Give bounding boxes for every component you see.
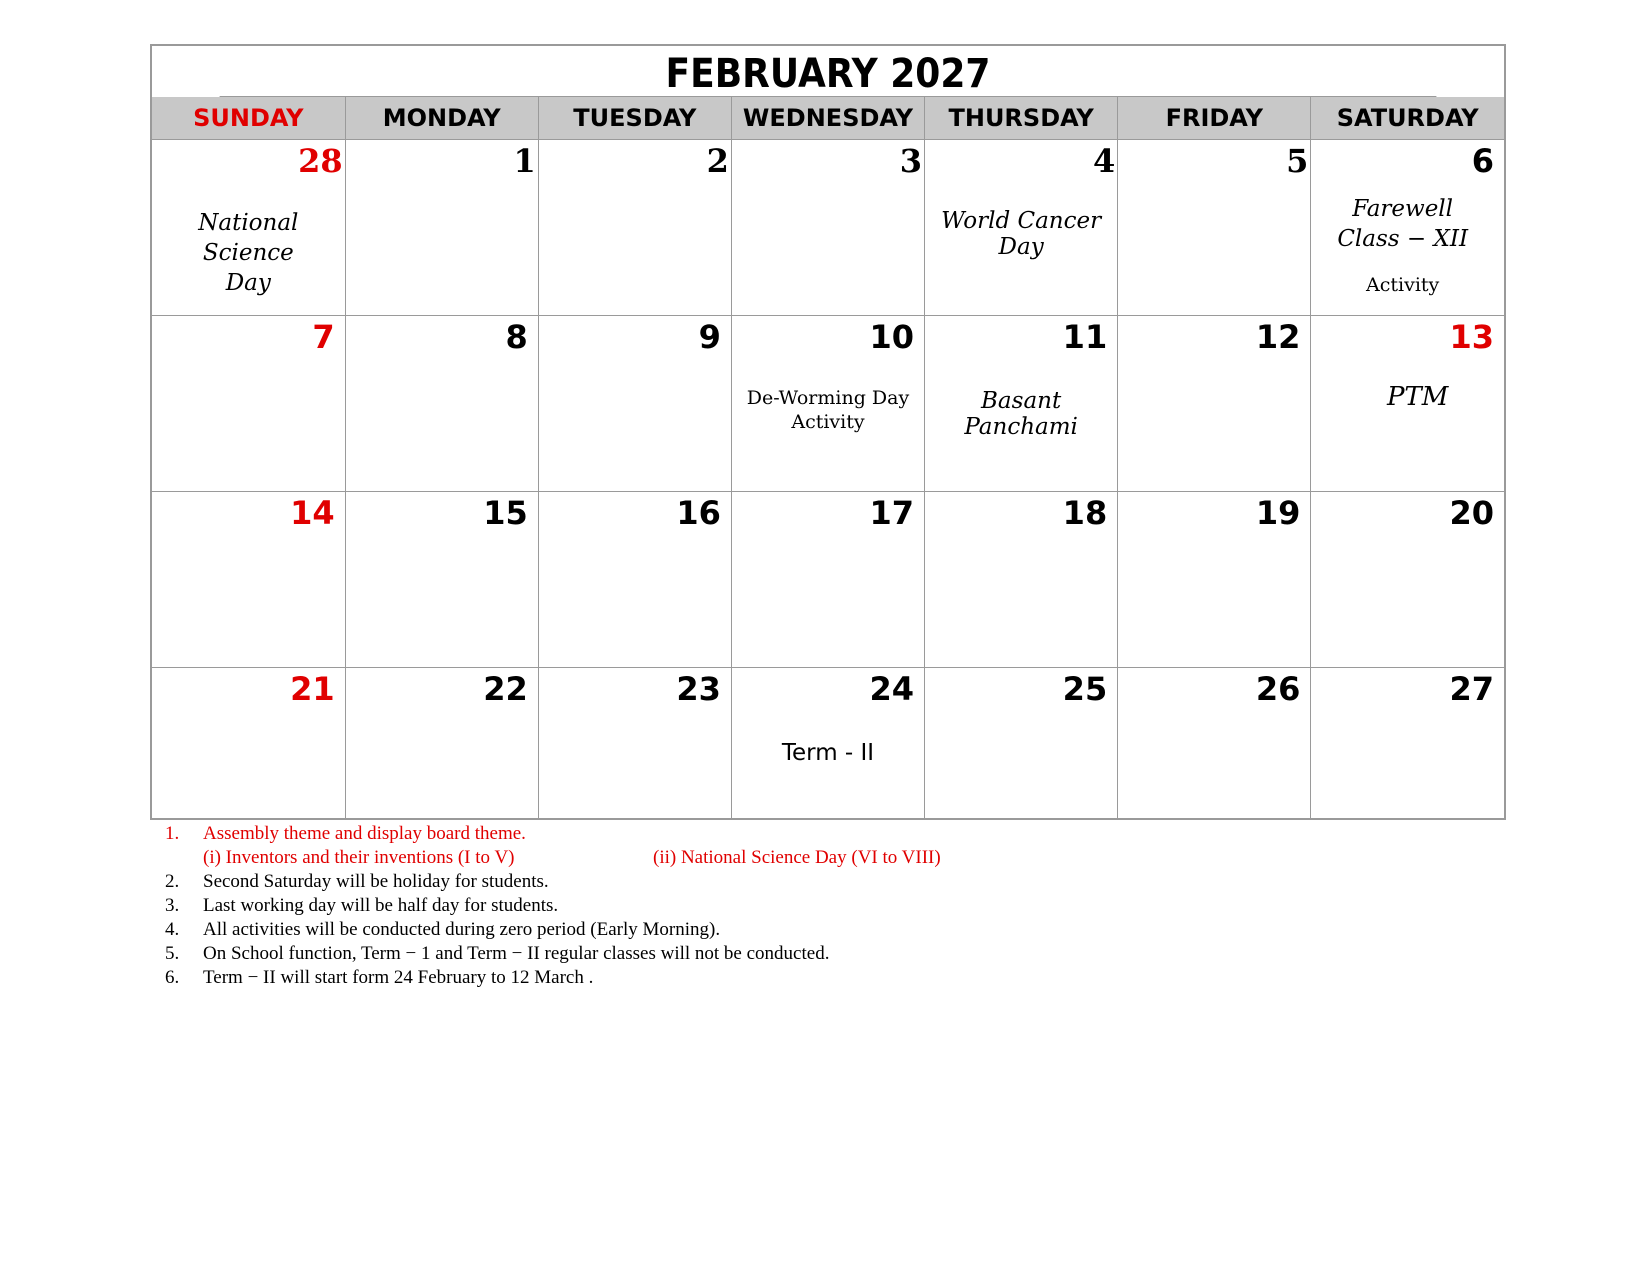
event-world-cancer-day: World Cancer Day <box>941 208 1102 260</box>
day-number: 2 <box>706 142 729 180</box>
day-number: 11 <box>1062 318 1108 356</box>
day-number: 5 <box>1286 142 1309 180</box>
event-ptm: PTM <box>1386 382 1449 412</box>
weekday-header-row <box>152 97 1504 140</box>
day-number: 20 <box>1449 494 1494 532</box>
event-line: National Science <box>198 210 299 266</box>
day-cell <box>731 668 924 819</box>
calendar-grid <box>152 97 1504 818</box>
note-item <box>165 966 941 990</box>
event-farewell <box>1301 194 1504 254</box>
day-cell <box>345 668 538 819</box>
day-number: 1 <box>513 142 536 180</box>
day-number: 22 <box>483 670 528 708</box>
day-number: 17 <box>869 494 915 532</box>
day-number: 18 <box>1062 494 1108 532</box>
day-number: 4 <box>1092 142 1116 180</box>
weekday-wednesday: WEDNESDAY <box>731 97 924 140</box>
day-cell <box>925 140 1118 316</box>
event-basant-panchami: Basant Panchami <box>964 388 1078 440</box>
weekday-saturday: SATURDAY <box>1311 97 1504 140</box>
week-row <box>152 492 1504 668</box>
day-cell <box>152 492 345 668</box>
note-text: Assembly theme and display board theme. <box>203 823 526 844</box>
day-cell <box>1311 316 1504 492</box>
note-item <box>165 870 941 894</box>
note-subitem-a: (i) Inventors and their inventions (I to V) <box>203 847 515 868</box>
day-cell <box>345 316 538 492</box>
event-line: De-Worming Day <box>746 387 910 409</box>
note-number: 2. <box>165 871 180 892</box>
note-number: 3. <box>165 895 180 916</box>
note-number: 6. <box>165 967 180 988</box>
day-number: 12 <box>1255 318 1301 356</box>
event-term-ii: Term - II <box>781 740 875 766</box>
day-number: 16 <box>676 494 721 532</box>
day-cell <box>152 668 345 819</box>
note-item <box>165 918 941 942</box>
day-cell <box>1118 668 1311 819</box>
note-subitem-b: (ii) National Science Day (VI to VIII) <box>653 847 941 868</box>
day-cell <box>1118 140 1311 316</box>
day-cell <box>731 316 924 492</box>
note-number: 4. <box>165 919 180 940</box>
week-row <box>152 316 1504 492</box>
weekday-thursday: THURSDAY <box>925 97 1118 140</box>
day-cell <box>152 316 345 492</box>
calendar <box>150 44 1506 820</box>
day-number: 9 <box>698 318 721 356</box>
day-cell <box>152 140 345 316</box>
weekday-friday: FRIDAY <box>1118 97 1311 140</box>
weekday-monday: MONDAY <box>345 97 538 140</box>
note-text: Second Saturday will be holiday for students. <box>203 871 549 892</box>
day-cell <box>731 492 924 668</box>
day-number: 10 <box>869 318 915 356</box>
event-line: Class − XII <box>1337 226 1469 252</box>
note-item <box>165 822 941 846</box>
week-row <box>152 668 1504 819</box>
weekday-tuesday: TUESDAY <box>538 97 731 140</box>
day-number: 25 <box>1062 670 1108 708</box>
day-cell <box>1118 316 1311 492</box>
day-cell <box>925 668 1118 819</box>
event-line: Farewell <box>1352 196 1454 222</box>
day-number: 21 <box>290 670 335 708</box>
day-cell <box>538 492 731 668</box>
day-cell <box>1311 140 1504 316</box>
day-number: 23 <box>676 670 721 708</box>
notes-list <box>165 822 941 990</box>
day-cell <box>345 492 538 668</box>
day-number: 3 <box>899 142 923 180</box>
event-deworming-day <box>732 386 924 434</box>
day-cell <box>538 316 731 492</box>
day-cell <box>925 492 1118 668</box>
day-number: 13 <box>1449 318 1494 356</box>
day-cell <box>1311 492 1504 668</box>
note-text: All activities will be conducted during zero period (Early Morning). <box>203 919 721 940</box>
day-cell <box>538 668 731 819</box>
day-number: 15 <box>483 494 528 532</box>
event-line: Day <box>225 270 271 296</box>
calendar-title: FEBRUARY 2027 <box>220 46 1437 97</box>
event-farewell-activity: Activity <box>1366 274 1440 296</box>
day-cell <box>345 140 538 316</box>
day-number: 14 <box>290 494 335 532</box>
day-number: 6 <box>1471 142 1494 180</box>
day-number: 27 <box>1449 670 1494 708</box>
day-cell <box>731 140 924 316</box>
note-item <box>165 942 941 966</box>
day-number: 8 <box>505 318 528 356</box>
note-text: Last working day will be half day for students. <box>203 895 559 916</box>
day-number: 26 <box>1255 670 1301 708</box>
note-subitem <box>165 846 941 870</box>
day-cell <box>538 140 731 316</box>
event-line: Activity <box>791 411 865 433</box>
day-cell <box>1311 668 1504 819</box>
note-item <box>165 894 941 918</box>
event-national-science-day <box>152 208 345 298</box>
day-number: 28 <box>298 142 343 180</box>
note-text: Term − II will start form 24 February to 12 March . <box>203 967 594 988</box>
weekday-sunday: SUNDAY <box>152 97 345 140</box>
week-row <box>152 140 1504 316</box>
day-number: 24 <box>869 670 915 708</box>
note-number: 5. <box>165 943 180 964</box>
day-number: 19 <box>1255 494 1301 532</box>
day-number: 7 <box>312 318 335 356</box>
day-cell <box>925 316 1118 492</box>
note-number: 1. <box>165 823 180 844</box>
day-cell <box>1118 492 1311 668</box>
note-text: On School function, Term − 1 and Term − II regular classes will not be conducted. <box>203 943 830 964</box>
